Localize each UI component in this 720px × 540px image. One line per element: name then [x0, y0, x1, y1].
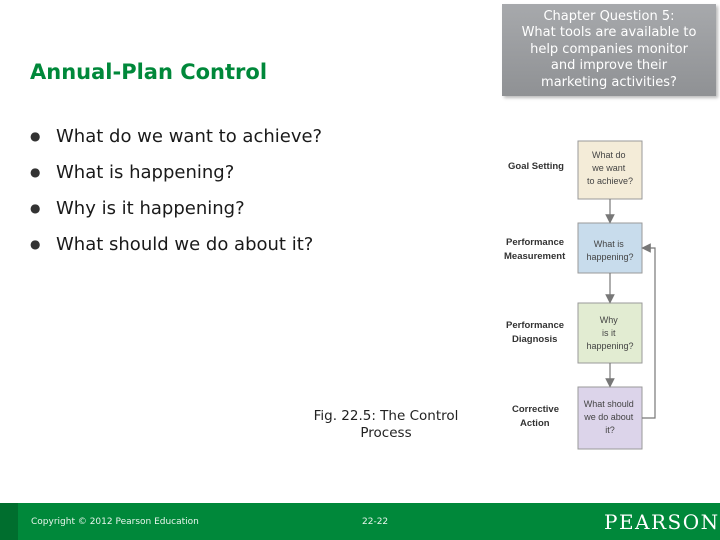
callout-line: marketing activities? [541, 74, 677, 90]
figure-caption [298, 408, 474, 442]
callout-line: Chapter Question 5: [543, 8, 675, 24]
callout-line: help companies monitor [530, 41, 688, 57]
bullet-icon: ● [30, 129, 41, 143]
step-label: Performance Diagnosis [506, 320, 565, 345]
step-box-text: Why is it happening? [586, 315, 634, 351]
pearson-logo: PEARSON [604, 510, 720, 534]
bullet-text: Why is it happening? [56, 197, 245, 219]
bullet-item [30, 118, 322, 154]
feedback-loop-arrow [642, 248, 655, 418]
caption-line: Process [360, 425, 412, 441]
bullet-item [30, 190, 322, 226]
bullet-text: What is happening? [56, 161, 235, 183]
step-box-text: What do we want to achieve? [586, 150, 634, 186]
chapter-question-callout [502, 4, 716, 96]
copyright-text: Copyright © 2012 Pearson Education [31, 517, 199, 527]
bullet-text: What should we do about it? [56, 233, 314, 255]
step-box-text: What is happening? [586, 239, 634, 262]
step-label: Performance Measurement [504, 237, 566, 262]
bullet-icon: ● [30, 201, 41, 215]
bullet-text: What do we want to achieve? [56, 125, 323, 147]
bullet-icon: ● [30, 237, 41, 251]
callout-line: What tools are available to [521, 25, 697, 41]
slide-title: Annual-Plan Control [30, 60, 268, 84]
step-label: Corrective Action [512, 404, 559, 429]
callout-line: and improve their [550, 58, 668, 74]
bullet-item [30, 154, 322, 190]
step-box-text: What should we do about it? [583, 399, 634, 435]
footer-bar [0, 503, 720, 540]
page-number: 22-22 [362, 517, 389, 527]
bullet-item [30, 226, 322, 262]
step-label: Goal Setting [508, 161, 564, 172]
footer-stripe [0, 503, 18, 540]
caption-line: Fig. 22.5: The Control [313, 408, 459, 424]
bullet-list [30, 118, 322, 262]
bullet-icon: ● [30, 165, 41, 179]
control-process-diagram [500, 135, 680, 455]
